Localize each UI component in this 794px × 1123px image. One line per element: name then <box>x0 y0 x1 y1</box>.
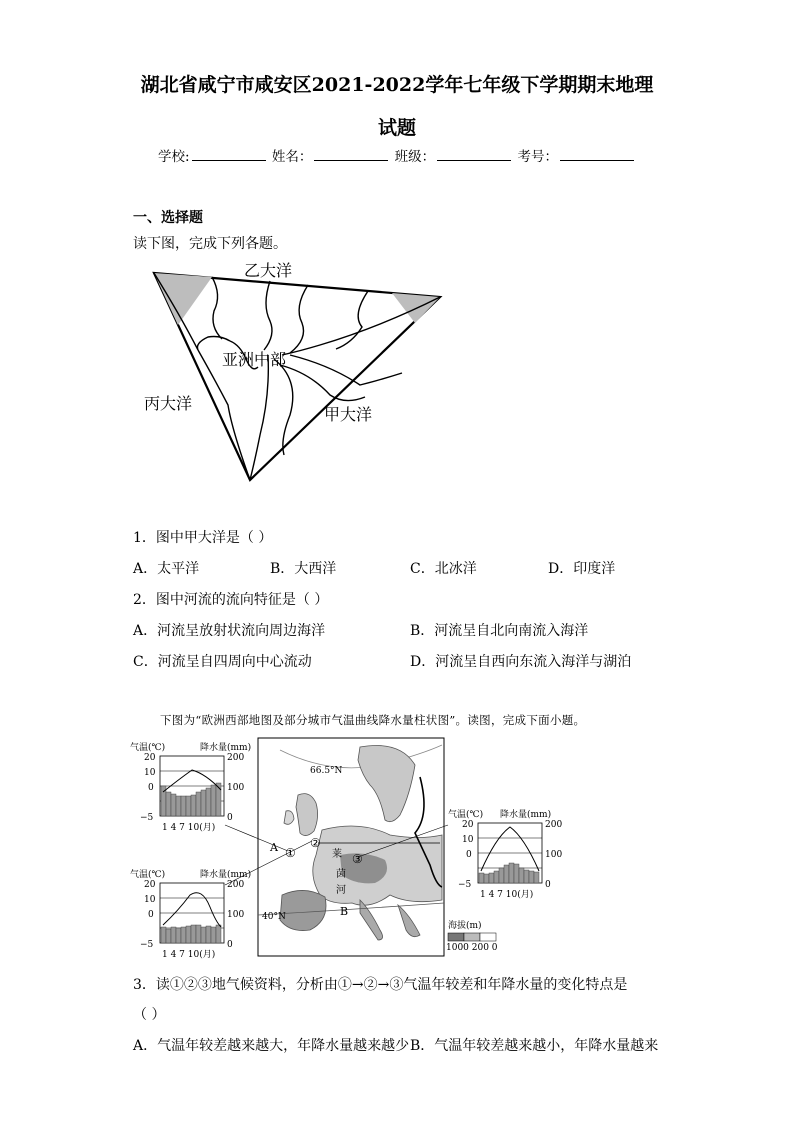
q1-option-d[interactable]: D．印度洋 <box>548 561 616 577</box>
legend-title: 海拔(m) <box>448 921 482 931</box>
rhine-char-1: 莱 <box>332 849 342 860</box>
q3-option-a[interactable]: A．气温年较差越来越大，年降水量越来越少 <box>133 1038 410 1054</box>
chart1-precip-label: 降水量(mm) <box>200 743 252 753</box>
chart2-ptick-200: 200 <box>227 880 245 890</box>
school-blank[interactable] <box>192 148 266 161</box>
legend-swatch-mid <box>464 933 480 941</box>
asia-center-label: 亚洲中部 <box>222 350 287 369</box>
class-blank[interactable] <box>437 148 511 161</box>
chart2-temp-label: 气温(℃) <box>130 870 166 880</box>
ocean-c-label: 丙大洋 <box>144 394 193 413</box>
chart3-ptick-200: 200 <box>545 820 563 830</box>
chart3-tick-20: 20 <box>462 820 474 830</box>
map-label-b: B <box>340 905 349 918</box>
chart3-tick-neg5: −5 <box>458 880 472 890</box>
student-info-line <box>0 145 794 165</box>
chart3-temp-label: 气温(℃) <box>448 810 484 820</box>
q2-option-d[interactable]: D．河流呈自西向东流入海洋与湖泊 <box>410 654 632 670</box>
chart1-tick-10: 10 <box>144 768 156 778</box>
chart3-months: 1 4 7 10(月) <box>480 890 534 900</box>
q1-option-c[interactable]: C．北冰洋 <box>410 561 477 577</box>
q3-paren: （ ） <box>133 1007 166 1023</box>
rhine-char-2: 茵 <box>336 869 346 880</box>
q3-option-b[interactable]: B．气温年较差越来越小，年降水量越来 <box>410 1038 659 1054</box>
map-label-a: A <box>270 841 278 854</box>
chart1-tick-0: 0 <box>148 783 154 793</box>
chart2-ptick-0: 0 <box>227 940 233 950</box>
ocean-b-label: 乙大洋 <box>243 261 293 280</box>
q2-stem: 2．图中河流的流向特征是（ ） <box>133 592 329 608</box>
diagram-triangle <box>154 273 440 480</box>
ocean-a-label: 甲大洋 <box>324 405 373 424</box>
marker-3: ③ <box>352 852 363 866</box>
name-label: 姓名： <box>271 149 313 165</box>
latitude-40-label: 40°N <box>262 912 286 922</box>
q2-option-a[interactable]: A．河流呈放射状流向周边海洋 <box>133 623 326 639</box>
chart1-ptick-200: 200 <box>227 753 245 763</box>
chart2-tick-20: 20 <box>144 880 156 890</box>
page-title: 湖北省咸宁市咸安区2021-2022学年七年级下学期期末地理 <box>140 74 654 96</box>
chart3-tick-0: 0 <box>466 850 472 860</box>
rhine-char-3: 河 <box>336 885 346 896</box>
intro-text: 读下图，完成下列各题。 <box>133 236 287 252</box>
q2-option-b[interactable]: B．河流呈自北向南流入海洋 <box>410 623 589 639</box>
q1-stem: 1．图中甲大洋是（ ） <box>133 530 273 546</box>
page-title-line2: 试题 <box>377 117 416 139</box>
q1-option-b[interactable]: B．大西洋 <box>270 561 337 577</box>
marker-2: ② <box>310 836 321 850</box>
legend-swatch-low <box>480 933 496 941</box>
chart2-precip-label: 降水量(mm) <box>200 870 252 880</box>
chart1-ptick-100: 100 <box>227 783 245 793</box>
chart2-months: 1 4 7 10(月) <box>162 950 216 960</box>
chart2-tick-0: 0 <box>148 910 154 920</box>
chart1-temp-label: 气温(℃) <box>130 743 166 753</box>
chart1-tick-20: 20 <box>144 753 156 763</box>
chart1-months: 1 4 7 10(月) <box>162 823 216 833</box>
chart1-tick-neg5: −5 <box>140 813 154 823</box>
chart3-ptick-100: 100 <box>545 850 563 860</box>
climate-chart-3 <box>448 808 562 900</box>
legend-values: 1000 200 0 <box>446 943 498 953</box>
asia-river-diagram <box>140 255 450 485</box>
marker-1: ① <box>285 846 296 860</box>
number-label: 考号： <box>517 149 558 165</box>
chart2-tick-neg5: −5 <box>140 940 154 950</box>
climate-chart-2 <box>130 868 251 960</box>
name-blank[interactable] <box>314 148 388 161</box>
school-label: 学校: <box>158 149 190 165</box>
latitude-66-label: 66.5°N <box>310 766 343 776</box>
chart2-ptick-100: 100 <box>227 910 245 920</box>
chart2-tick-10: 10 <box>144 895 156 905</box>
q2-option-c[interactable]: C．河流呈自四周向中心流动 <box>133 654 312 670</box>
climate-chart-1 <box>130 741 251 833</box>
europe-climate-figure <box>130 735 675 960</box>
legend-swatch-high <box>448 933 464 941</box>
q1-option-a[interactable]: A．太平洋 <box>133 561 200 577</box>
section-heading: 一、选择题 <box>133 210 203 226</box>
figure2-caption: 下图为“欧洲西部地图及部分城市气温曲线降水量柱状图”。读图，完成下面小题。 <box>160 713 586 727</box>
chart1-ptick-0: 0 <box>227 813 233 823</box>
chart3-ptick-0: 0 <box>545 880 551 890</box>
chart3-tick-10: 10 <box>462 835 474 845</box>
q3-stem: 3．读①②③地气候资料，分析由①→②→③气温年较差和年降水量的变化特点是 <box>133 977 628 993</box>
chart3-precip-label: 降水量(mm) <box>500 810 552 820</box>
class-label: 班级： <box>394 149 436 165</box>
number-blank[interactable] <box>560 148 634 161</box>
